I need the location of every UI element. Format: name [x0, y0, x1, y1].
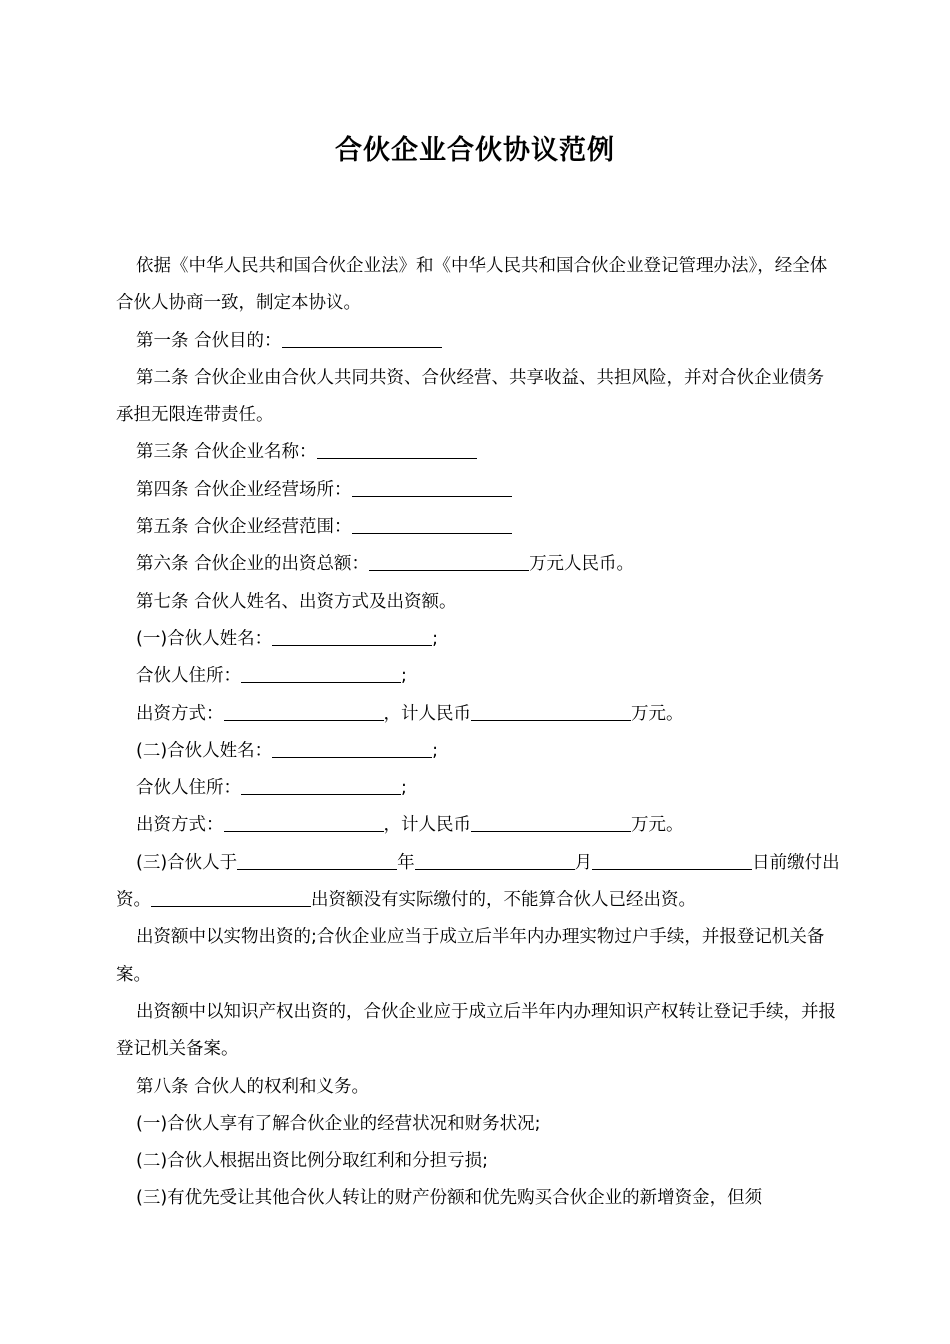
partner-2-name [116, 733, 840, 770]
wan-label: 万元。 [631, 815, 684, 836]
article-4 [116, 472, 840, 509]
method-label: 出资方式： [136, 815, 224, 836]
blank-line [272, 627, 432, 646]
month-label: 月 [574, 852, 593, 873]
blank-line [241, 665, 401, 684]
rmb-label: ，计人民币 [383, 703, 471, 724]
article-2: 第二条 合伙企业由合伙人共同共资、合伙经营、共享收益、共担风险，并对合伙企业债务承担无限连带责任。 [116, 367, 825, 426]
document-body [116, 248, 840, 1218]
blank-line [352, 516, 512, 535]
blank-line [241, 777, 401, 796]
semicolon: ; [401, 778, 407, 799]
right-2: (二)合伙人根据出资比例分取红利和分担亏损; [136, 1151, 489, 1172]
wan-label: 万元。 [631, 703, 684, 724]
article-4-label: 第四条 合伙企业经营场所： [136, 479, 352, 500]
partner-2-contribution [116, 807, 840, 844]
article-5 [116, 509, 840, 546]
residence-label: 合伙人住所： [136, 778, 241, 799]
article-3-label: 第三条 合伙企业名称： [136, 442, 317, 463]
payment-label: (三)合伙人于 [136, 852, 238, 873]
semicolon: ; [432, 740, 439, 761]
partner-2-residence [116, 770, 840, 807]
partner-1-residence [116, 658, 840, 695]
blank-line [592, 851, 752, 870]
blank-line [282, 329, 442, 348]
day-label: 日前缴付出资。 [116, 852, 840, 911]
year-label: 年 [397, 852, 415, 873]
partner-1-name [116, 621, 840, 658]
partner-1-name-label: (一)合伙人姓名： [136, 628, 273, 649]
payment-note: 出资额没有实际缴付的，不能算合伙人已经出资。 [311, 890, 696, 911]
article-1 [116, 323, 840, 360]
blank-line [317, 441, 477, 460]
article-6-label: 第六条 合伙企业的出资总额： [136, 554, 370, 575]
blank-line [224, 814, 384, 833]
blank-line [471, 702, 631, 721]
article-7: 第七条 合伙人姓名、出资方式及出资额。 [136, 591, 457, 612]
rmb-label: ，计人民币 [383, 815, 471, 836]
blank-line [352, 478, 512, 497]
article-8: 第八条 合伙人的权利和义务。 [136, 1076, 370, 1097]
blank-line [272, 739, 432, 758]
partner-2-name-label: (二)合伙人姓名： [136, 740, 273, 761]
partner-1-contribution [116, 696, 840, 733]
payment-deadline [116, 845, 840, 920]
article-6 [116, 546, 840, 583]
semicolon: ; [432, 628, 439, 649]
blank-line [224, 702, 384, 721]
blank-line [471, 814, 631, 833]
residence-label: 合伙人住所： [136, 666, 241, 687]
right-3: (三)有优先受让其他合伙人转让的财产份额和优先购买合伙企业的新增资金，但须 [136, 1188, 763, 1209]
article-5-label: 第五条 合伙企业经营范围： [136, 517, 352, 538]
blank-line [415, 851, 575, 870]
article-1-label: 第一条 合伙目的： [136, 330, 282, 351]
ip-contribution-paragraph: 出资额中以知识产权出资的，合伙企业应于成立后半年内办理知识产权转让登记手续，并报登记机关备案。 [116, 1001, 836, 1060]
intro-paragraph: 依据《中华人民共和国合伙企业法》和《中华人民共和国合伙企业登记管理办法》，经全体合伙人协商一致，制定本协议。 [116, 256, 828, 314]
right-1: (一)合伙人享有了解合伙企业的经营状况和财务状况; [136, 1113, 541, 1134]
blank-line [151, 889, 311, 908]
article-3 [116, 434, 840, 471]
blank-line [369, 553, 529, 572]
method-label: 出资方式： [136, 703, 224, 724]
document-title: 合伙企业合伙协议范例 [335, 135, 615, 166]
semicolon: ; [401, 666, 407, 687]
blank-line [237, 851, 397, 870]
physical-contribution-paragraph: 出资额中以实物出资的;合伙企业应当于成立后半年内办理实物过户手续，并报登记机关备案。 [116, 927, 825, 985]
article-6-unit: 万元人民币。 [529, 554, 635, 575]
